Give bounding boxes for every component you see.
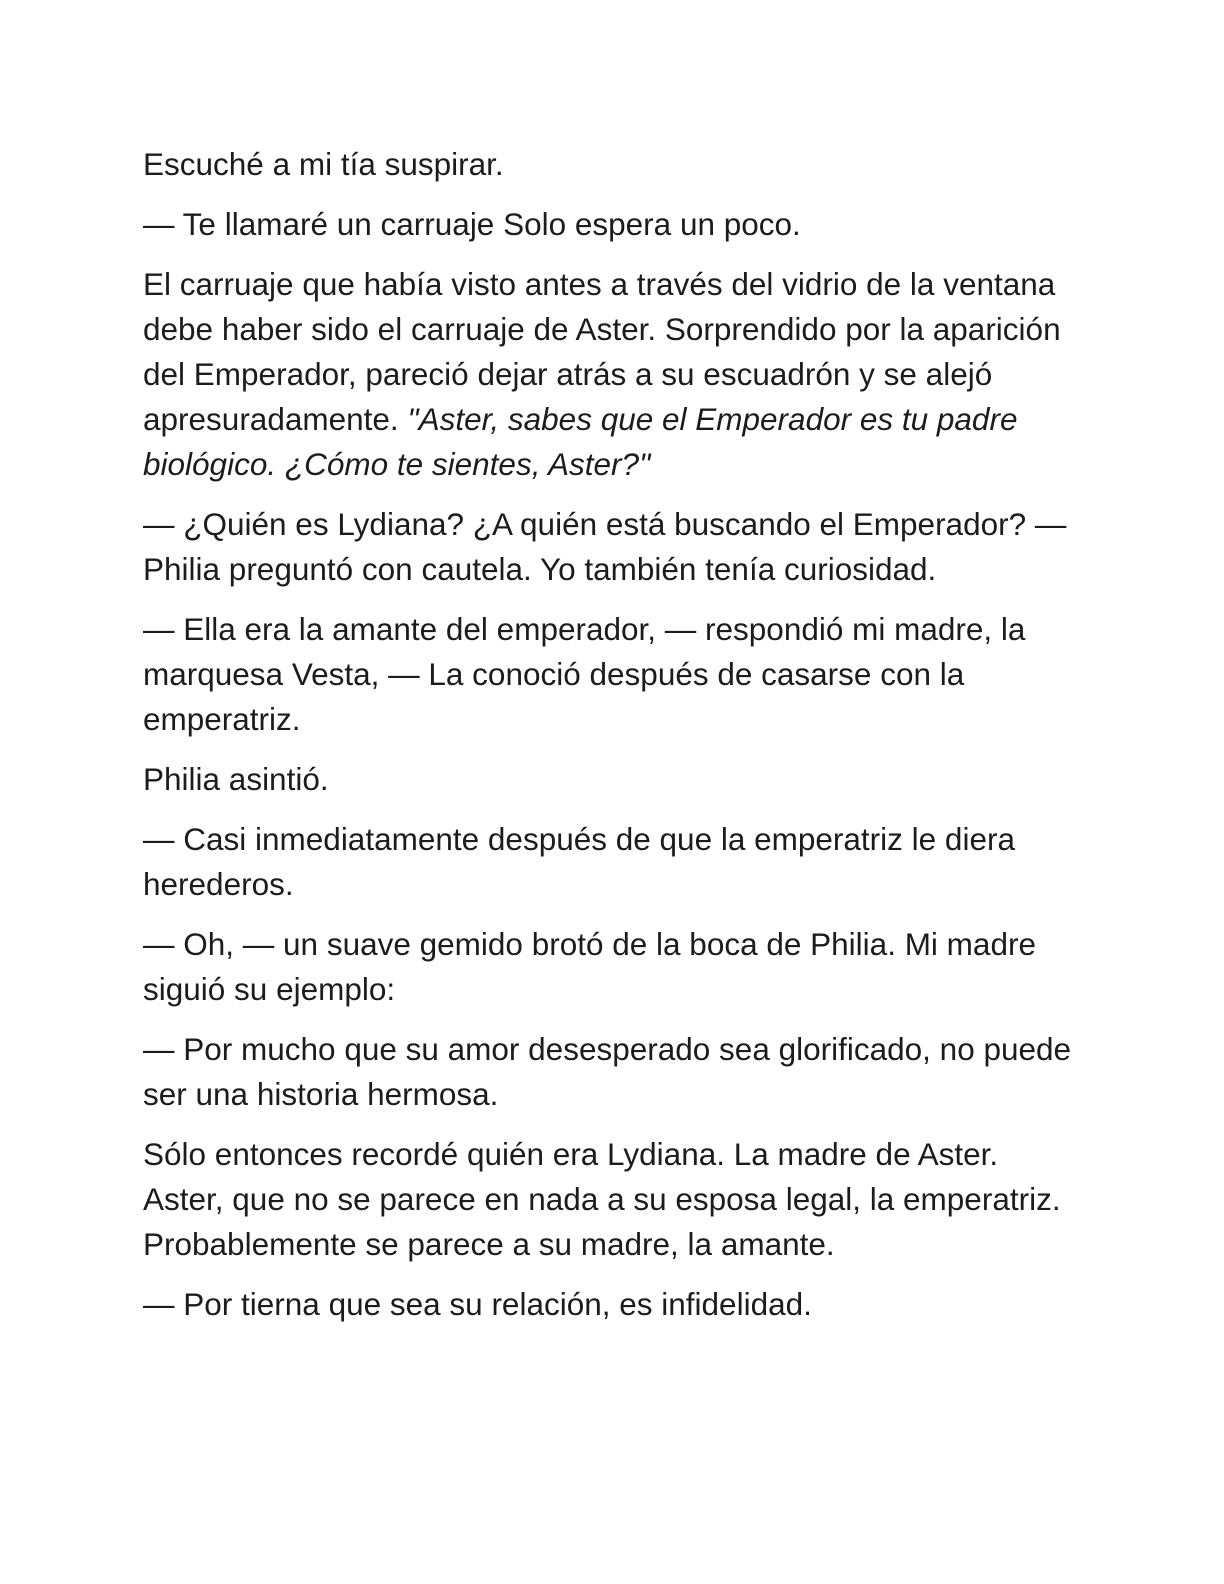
paragraph bbox=[143, 1132, 1073, 1267]
paragraph bbox=[143, 922, 1073, 1012]
paragraph bbox=[143, 1282, 1073, 1327]
paragraph bbox=[143, 142, 1073, 187]
paragraph-text: — Ella era la amante del emperador, — respondió mi madre, la marquesa Vesta, — La conoció después de casarse con la emperatriz. bbox=[143, 611, 1026, 737]
paragraph bbox=[143, 262, 1073, 487]
paragraph-text: — Oh, — un suave gemido brotó de la boca de Philia. Mi madre siguió su ejemplo: bbox=[143, 926, 1036, 1007]
paragraph bbox=[143, 817, 1073, 907]
paragraph-text: Escuché a mi tía suspirar. bbox=[143, 146, 504, 182]
paragraph bbox=[143, 607, 1073, 742]
paragraph-italic-text: "Aster, sabes que el Emperador es tu padre biológico. ¿Cómo te sientes, Aster?" bbox=[143, 401, 1018, 482]
paragraph bbox=[143, 502, 1073, 592]
paragraph-text: — Por mucho que su amor desesperado sea glorificado, no puede ser una historia hermosa. bbox=[143, 1031, 1072, 1112]
paragraph-text: Philia asintió. bbox=[143, 761, 329, 797]
paragraph bbox=[143, 1027, 1073, 1117]
paragraph-text: — ¿Quién es Lydiana? ¿A quién está buscando el Emperador? — Philia preguntó con cautela. Yo también tenía curiosidad. bbox=[143, 506, 1067, 587]
paragraph bbox=[143, 202, 1073, 247]
document-page bbox=[143, 142, 1073, 1342]
paragraph-text: — Por tierna que sea su relación, es infidelidad. bbox=[143, 1286, 812, 1322]
paragraph-text: El carruaje que había visto antes a través del vidrio de la ventana debe haber sido el carruaje de Aster. Sorprendido por la aparición del Emperador, pareció dejar atrás a su escuadrón y se alejó apresuradamente. bbox=[143, 266, 1061, 437]
paragraph-text: — Casi inmediatamente después de que la emperatriz le diera herederos. bbox=[143, 821, 1015, 902]
paragraph bbox=[143, 757, 1073, 802]
paragraph-text: Sólo entonces recordé quién era Lydiana. La madre de Aster. Aster, que no se parece en nada a su esposa legal, la emperatriz. Probablemente se parece a su madre, la amante. bbox=[143, 1136, 1061, 1262]
paragraph-text: — Te llamaré un carruaje Solo espera un poco. bbox=[143, 206, 801, 242]
